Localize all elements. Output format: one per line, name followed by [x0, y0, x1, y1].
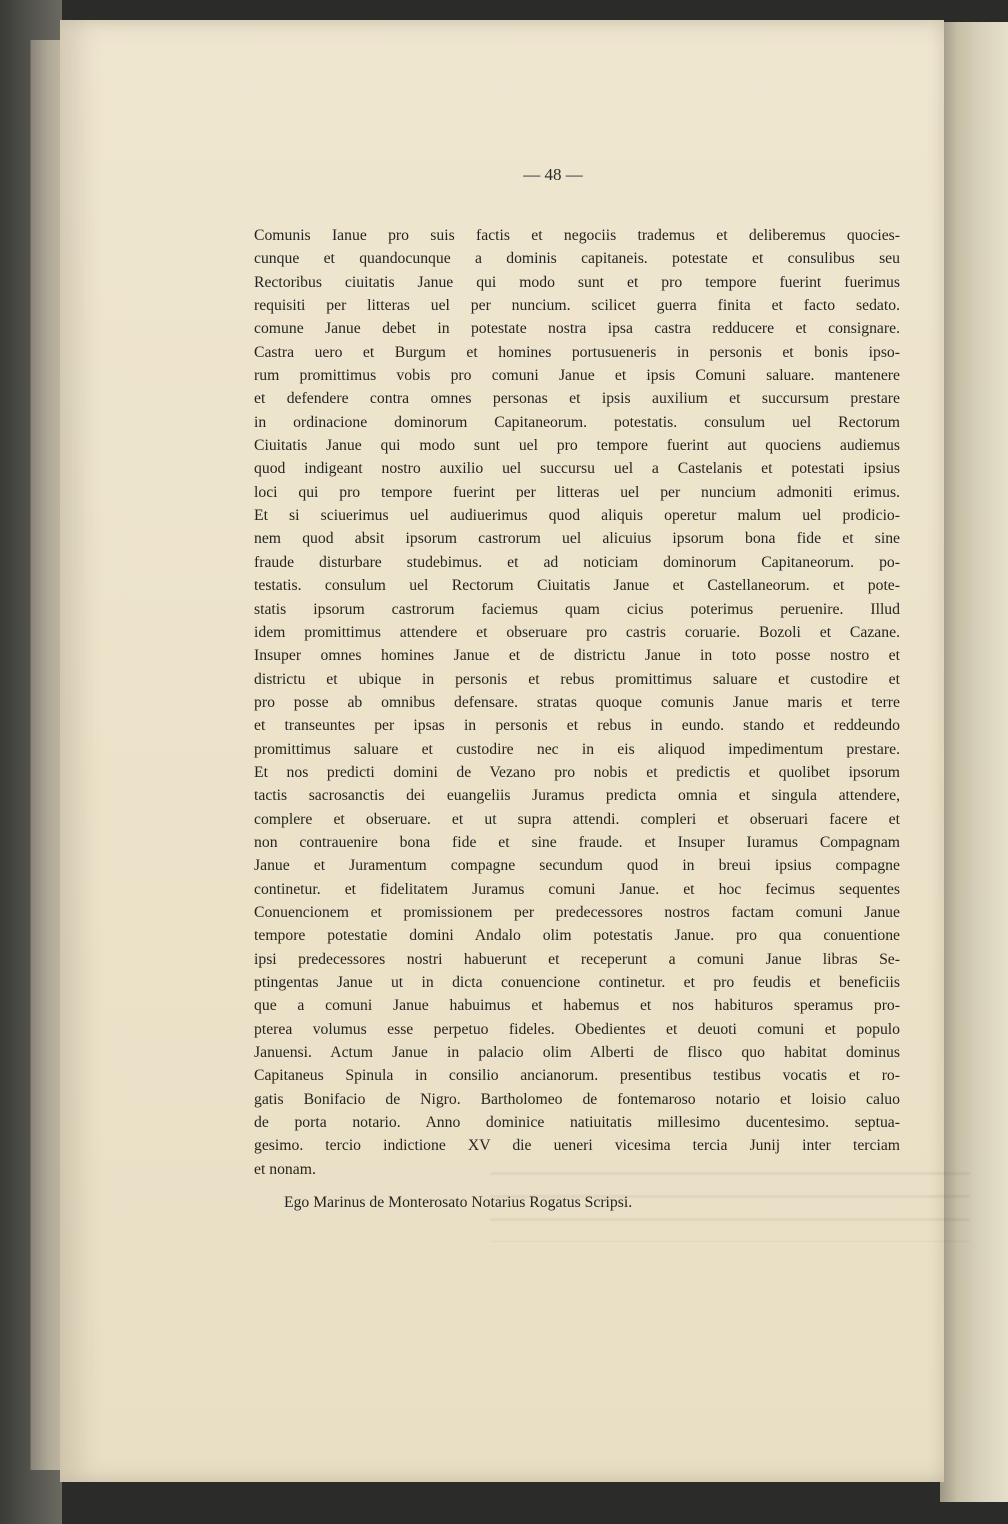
next-page-edge [940, 22, 1008, 1502]
text-line: non contrauenire bona fide et sine fraude. et Insuper Iuramus Compagnam [254, 833, 900, 851]
text-line: Januensi. Actum Janue in palacio olim Alberti de flisco quo habitat dominus [254, 1044, 900, 1062]
text-line: pterea volumus esse perpetuo fideles. Obedientes et deuoti comuni et populo [254, 1020, 900, 1038]
text-line: cunque et quandocunque a dominis capitaneis. potestate et consulibus seu [254, 250, 900, 268]
text-line: statis ipsorum castrorum faciemus quam cicius poterimus peruenire. Illud [254, 600, 900, 618]
text-line: quod indigeant nostro auxilio uel succursu uel a Castelanis et potestati ipsius [254, 460, 900, 478]
text-line: Janue et Juramentum compagne secundum quod in breui ipsius compagne [254, 857, 900, 875]
page-number: — 48 — [523, 165, 583, 184]
text-line: Comunis Ianue pro suis factis et negociis trademus et deliberemus quocies- [254, 227, 900, 244]
text-line: et transeuntes per ipsas in personis et rebus in eundo. stando et reddeundo [254, 717, 900, 735]
text-line: tempore potestatie domini Andalo olim potestatis Janue. pro qua conuentione [254, 927, 900, 945]
text-line: pro posse ab omnibus defensare. stratas quoque comunis Janue maris et terre [254, 693, 900, 711]
text-line: que a comuni Janue habuimus et habemus et nos habituros speramus pro- [254, 997, 900, 1015]
text-line: Castra uero et Burgum et homines portusueneris in personis et bonis ipso- [254, 343, 900, 361]
text-line: et nonam. [254, 1160, 316, 1178]
text-line: continetur. et fidelitatem Juramus comuni Janue. et hoc fecimus sequentes [254, 880, 900, 898]
text-line: in ordinacione dominorum Capitaneorum. potestatis. consulum uel Rectorum [254, 413, 900, 431]
text-line: comune Janue debet in potestate nostra ipsa castra redducere et consignare. [254, 320, 900, 338]
text-line: Et si sciuerimus uel audiuerimus quod aliquis operetur malum uel prodicio- [254, 507, 900, 525]
text-line: Conuencionem et promissionem per predecessores nostros factam comuni Janue [254, 903, 900, 921]
text-line: gatis Bonifacio de Nigro. Bartholomeo de fontemaroso notario et loisio caluo [254, 1090, 900, 1108]
text-line: Insuper omnes homines Janue et de districtu Janue in toto posse nostro et [254, 647, 900, 665]
text-line: Ciuitatis Janue qui modo sunt uel pro tempore fuerint aut quociens audiemus [254, 437, 900, 455]
text-line: fraude disturbare studebimus. et ad noticiam dominorum Capitaneorum. po- [254, 553, 900, 571]
text-line: de porta notario. Anno dominice natiuitatis millesimo ducentesimo. septua- [254, 1114, 900, 1132]
text-line: requisiti per litteras uel per nuncium. scilicet guerra finita et facto sedato. [254, 297, 900, 315]
text-line: loci qui pro tempore fuerint per litteras uel per nuncium admoniti erimus. [254, 483, 900, 501]
notary-signature: Ego Marinus de Monterosato Notarius Rogatus Scripsi. [284, 1194, 633, 1211]
text-line: ipsi predecessores nostri habuerunt et receperunt a comuni Janue libras Se- [254, 950, 900, 968]
text-line: districtu et ubique in personis et rebus promittimus saluare et custodire et [254, 670, 900, 688]
text-line: complere et obseruare. et ut supra attendi. compleri et obseruari facere et [254, 810, 900, 828]
text-line: Rectoribus ciuitatis Janue qui modo sunt et pro tempore fuerint fuerimus [254, 273, 900, 291]
text-line: rum promittimus vobis pro comuni Janue et ipsis Comuni saluare. mantenere [254, 367, 900, 385]
text-line: tactis sacrosanctis dei euangeliis Juramus predicta omnia et singula attendere, [254, 787, 900, 805]
text-line: ptingentas Janue ut in dicta conuencione continetur. et pro feudis et beneficiis [254, 974, 900, 991]
text-line: et defendere contra omnes personas et ipsis auxilium et succursum prestare [254, 390, 900, 408]
text-line: Capitaneus Spinula in consilio ancianorum. presentibus testibus vocatis et ro- [254, 1067, 900, 1085]
text-line: gesimo. tercio indictione XV die ueneri vicesima tercia Junij inter terciam [254, 1137, 900, 1155]
text-line: Et nos predicti domini de Vezano pro nobis et predictis et quolibet ipsorum [254, 763, 900, 781]
text-line: nem quod absit ipsorum castrorum uel alicuius ipsorum bona fide et sine [254, 530, 900, 548]
text-line: idem promittimus attendere et obseruare pro castris coruarie. Bozoli et Cazane. [254, 623, 900, 641]
text-line: testatis. consulum uel Rectorum Ciuitatis Janue et Castellaneorum. et pote- [254, 577, 900, 595]
text-line: promittimus saluare et custodire nec in eis aliquod impedimentum prestare. [254, 740, 900, 758]
body-text [254, 224, 900, 1181]
